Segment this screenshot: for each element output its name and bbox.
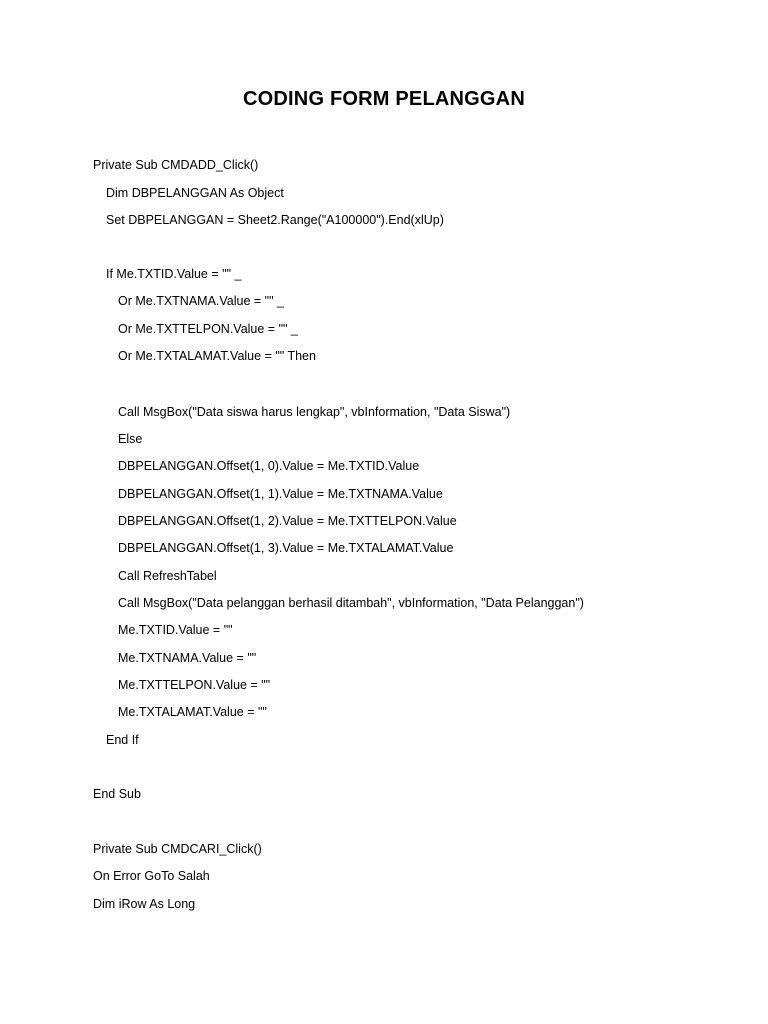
code-line: On Error GoTo Salah xyxy=(93,869,210,883)
code-line: Me.TXTALAMAT.Value = "" xyxy=(118,705,267,719)
code-line: Private Sub CMDCARI_Click() xyxy=(93,842,262,856)
code-line: DBPELANGGAN.Offset(1, 2).Value = Me.TXTTELPON.Value xyxy=(118,514,457,528)
code-line: DBPELANGGAN.Offset(1, 1).Value = Me.TXTNAMA.Value xyxy=(118,487,443,501)
code-line: Dim DBPELANGGAN As Object xyxy=(106,186,284,200)
code-line: Private Sub CMDADD_Click() xyxy=(93,158,259,172)
code-line: Me.TXTNAMA.Value = "" xyxy=(118,651,257,665)
code-line: Call RefreshTabel xyxy=(118,569,217,583)
code-line: Dim iRow As Long xyxy=(93,897,196,911)
code-line: End Sub xyxy=(93,787,141,801)
code-line: DBPELANGGAN.Offset(1, 3).Value = Me.TXTALAMAT.Value xyxy=(118,541,454,555)
code-line: Or Me.TXTTELPON.Value = "" _ xyxy=(118,322,298,336)
code-line: Else xyxy=(118,432,143,446)
code-line: If Me.TXTID.Value = "" _ xyxy=(106,267,242,281)
code-line: End If xyxy=(106,733,139,747)
code-line: Call MsgBox("Data siswa harus lengkap", vbInformation, "Data Siswa") xyxy=(118,405,511,419)
code-line: Me.TXTID.Value = "" xyxy=(118,623,233,637)
code-line: DBPELANGGAN.Offset(1, 0).Value = Me.TXTID.Value xyxy=(118,459,420,473)
code-line: Or Me.TXTNAMA.Value = "" _ xyxy=(118,294,284,308)
code-line: Call MsgBox("Data pelanggan berhasil ditambah", vbInformation, "Data Pelanggan") xyxy=(118,596,584,610)
code-line: Me.TXTTELPON.Value = "" xyxy=(118,678,271,692)
code-line: Or Me.TXTALAMAT.Value = "" Then xyxy=(118,349,316,363)
page-title: CODING FORM PELANGGAN xyxy=(243,88,525,110)
code-line: Set DBPELANGGAN = Sheet2.Range("A100000").End(xlUp) xyxy=(106,213,444,227)
